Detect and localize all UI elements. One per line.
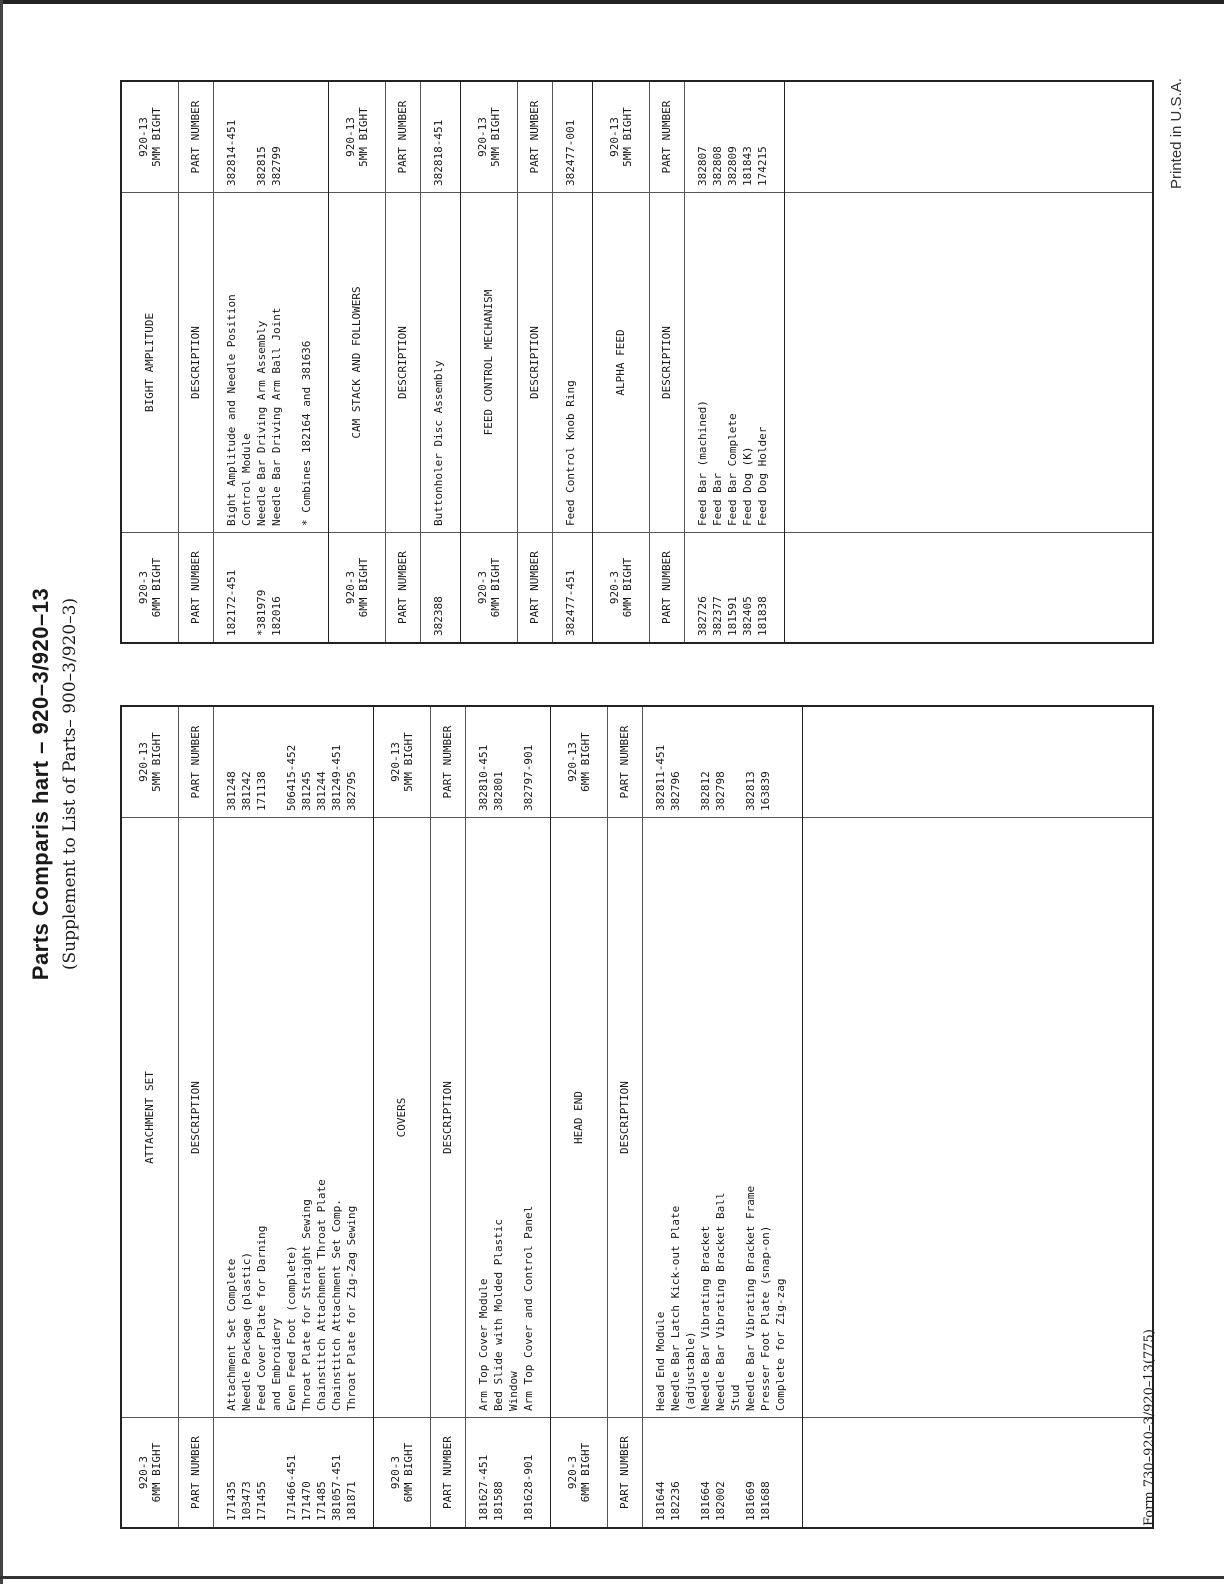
part-description: Arm Top Cover and Control Panel <box>522 1205 535 1411</box>
right-model-header: 920-13 5MM BIGHT <box>136 732 163 792</box>
part-description: Buttonholer Disc Assembly <box>432 360 445 526</box>
new-part-number: 381245 <box>300 771 313 811</box>
column-header-row <box>608 707 643 1527</box>
table-filler <box>803 707 1152 1527</box>
descriptions <box>421 192 460 532</box>
column-header-row <box>386 82 421 642</box>
old-part-number: 103473 <box>240 1481 253 1521</box>
left-parts-table <box>120 705 1154 1529</box>
old-part-number: 181664 <box>699 1481 712 1521</box>
part-number-header: PART NUMBER <box>386 532 420 642</box>
new-part-number: 382477-001 <box>564 119 577 186</box>
part-description: Needle Bar Vibrating Bracket <box>699 1225 712 1411</box>
right-model-header: 920-13 5MM BIGHT <box>607 107 634 167</box>
new-part-numbers <box>643 707 802 817</box>
description-header: DESCRIPTION <box>179 817 213 1417</box>
new-part-number <box>506 713 521 811</box>
new-part-numbers <box>466 707 550 817</box>
new-part-number <box>683 713 698 811</box>
left-model-header: 920-3 6MM BIGHT <box>329 532 385 642</box>
old-part-number: 171485 <box>315 1481 328 1521</box>
old-part-number: 181669 <box>744 1481 757 1521</box>
old-part-number: 181838 <box>756 596 769 636</box>
part-description: Needle Bar Vibrating Bracket Ball <box>714 1192 727 1411</box>
left-model-header: 920-3 6MM BIGHT <box>122 532 178 642</box>
column-header-row <box>650 82 685 642</box>
new-part-number <box>773 713 788 811</box>
part-description: Feed Dog (K) <box>741 446 754 526</box>
section-title: ATTACHMENT SET <box>122 817 178 1417</box>
new-part-number: 382798 <box>714 771 727 811</box>
part-description: Needle Package (plastic) <box>240 1252 253 1411</box>
old-part-number: 181627-451 <box>477 1454 490 1521</box>
description-header: DESCRIPTION <box>650 192 684 532</box>
column-header-row <box>179 82 214 642</box>
old-part-number: 382377 <box>711 596 724 636</box>
old-part-number <box>683 1424 698 1521</box>
part-description: Chainstitch Attachment Throat Plate <box>315 1179 328 1411</box>
new-part-number: 381242 <box>240 771 253 811</box>
old-part-number: 382477-451 <box>564 569 577 636</box>
descriptions <box>685 192 784 532</box>
old-part-numbers <box>685 532 784 642</box>
part-description: Attachment Set Complete <box>225 1258 238 1411</box>
descriptions <box>643 817 802 1417</box>
old-part-number <box>773 1424 788 1521</box>
part-description: Feed Dog Holder <box>756 426 769 526</box>
right-parts-table <box>120 80 1154 644</box>
new-part-numbers <box>421 82 460 192</box>
section-body <box>214 707 373 1527</box>
left-model-header: 920-3 6MM BIGHT <box>374 1417 430 1527</box>
part-number-header: PART NUMBER <box>179 1417 213 1527</box>
descriptions <box>466 817 550 1417</box>
part-description: and Embroidery <box>270 1318 283 1411</box>
left_sections-section <box>551 707 803 1527</box>
part-description: Head End Module <box>654 1311 667 1411</box>
new-part-number: 171138 <box>255 771 268 811</box>
old-part-numbers <box>553 532 592 642</box>
description-header: DESCRIPTION <box>179 192 213 532</box>
new-part-number: 382815 <box>255 146 268 186</box>
old-part-number: 171455 <box>255 1481 268 1521</box>
left_sections-section <box>122 707 374 1527</box>
left_sections-section <box>374 707 551 1527</box>
old-part-number: 171435 <box>225 1481 238 1521</box>
column-header-row <box>431 707 466 1527</box>
part-number-header: PART NUMBER <box>518 532 552 642</box>
part-description: * Combines 182164 and 381636 <box>300 340 313 526</box>
old-part-number <box>506 1424 521 1521</box>
descriptions <box>214 192 328 532</box>
part-description: Presser Foot Plate (snap-on) <box>759 1225 772 1411</box>
part-description: Feed Bar (machined) <box>696 400 709 526</box>
new-part-number: 382796 <box>669 771 682 811</box>
description-header: DESCRIPTION <box>431 817 465 1417</box>
new-part-number: 382795 <box>345 771 358 811</box>
section-title-row <box>122 707 179 1527</box>
description-header: DESCRIPTION <box>608 817 642 1417</box>
new-part-number: 174215 <box>756 146 769 186</box>
part-description: Window <box>507 1371 520 1411</box>
section-title-row <box>593 82 650 642</box>
part-description: Throat Plate for Zig-Zag Sewing <box>345 1205 358 1411</box>
section-title-row <box>374 707 431 1527</box>
column-header-row <box>518 82 553 642</box>
part-description: Needle Bar Driving Arm Ball Joint <box>270 307 283 526</box>
old-part-number <box>269 1424 284 1521</box>
column-header-row <box>179 707 214 1527</box>
filler-col <box>785 532 1152 642</box>
right-model-header: 920-13 5MM BIGHT <box>136 107 163 167</box>
part-description: Stud <box>729 1384 742 1411</box>
section-body <box>685 82 784 642</box>
part-number-header: PART NUMBER <box>189 100 203 174</box>
old-part-numbers <box>214 1417 373 1527</box>
part-number-header: PART NUMBER <box>189 725 203 799</box>
part-description: Feed Cover Plate for Darning <box>255 1225 268 1411</box>
part-number-header: PART NUMBER <box>528 100 542 174</box>
new-part-numbers <box>214 82 328 192</box>
part-description: Arm Top Cover Module <box>477 1278 490 1411</box>
part-description: Complete for Zig-zag <box>774 1278 787 1411</box>
old-part-number: 181588 <box>492 1481 505 1521</box>
new-part-number: 381249-451 <box>330 744 343 811</box>
part-description: Bed Slide with Molded Plastic <box>492 1218 505 1411</box>
old-part-number: 181871 <box>345 1481 358 1521</box>
new-part-numbers <box>553 82 592 192</box>
part-description: Feed Bar Complete <box>726 413 739 526</box>
descriptions <box>214 817 373 1417</box>
new-part-numbers <box>214 707 373 817</box>
right_sections-section <box>461 82 593 642</box>
section-title: BIGHT AMPLITUDE <box>122 192 178 532</box>
section-body <box>466 707 550 1527</box>
page-title: Parts Comparis hart – 920–3/920–13 <box>28 587 53 981</box>
printed-in-usa: Printed in U.S.A. <box>1168 78 1185 189</box>
section-title: ALPHA FEED <box>593 192 649 532</box>
new-part-number: 163839 <box>759 771 772 811</box>
left-model-header: 920-3 6MM BIGHT <box>593 532 649 642</box>
part-number-header: PART NUMBER <box>608 1417 642 1527</box>
old-part-number <box>299 539 314 636</box>
old-part-number: 182002 <box>714 1481 727 1521</box>
part-description: Even Feed Foot (complete) <box>285 1245 298 1411</box>
part-number-header: PART NUMBER <box>650 532 684 642</box>
new-part-number: 382818-451 <box>432 119 445 186</box>
part-number-header: PART NUMBER <box>618 725 632 799</box>
left-model-header: 920-3 6MM BIGHT <box>122 1417 178 1527</box>
section-body <box>421 82 460 642</box>
part-description: Chainstitch Attachment Set Comp. <box>330 1199 343 1411</box>
old-part-number: 382405 <box>741 596 754 636</box>
old-part-number: 181644 <box>654 1481 667 1521</box>
new-part-number <box>269 713 284 811</box>
right-model-header: 920-13 6MM BIGHT <box>565 732 592 792</box>
new-part-number: 382808 <box>711 146 724 186</box>
description-header: DESCRIPTION <box>386 192 420 532</box>
new-part-number: 382797-901 <box>522 744 535 811</box>
section-title-row <box>461 82 518 642</box>
filler-col <box>785 82 1152 192</box>
right-model-header: 920-13 5MM BIGHT <box>388 732 415 792</box>
new-part-number: 181843 <box>741 146 754 186</box>
part-description: Needle Bar Latch Kick-out Plate <box>669 1205 682 1411</box>
filler-col <box>803 707 1152 817</box>
old-part-numbers <box>214 532 328 642</box>
old-part-numbers <box>466 1417 550 1527</box>
section-body <box>643 707 802 1527</box>
part-description: Throat Plate for Straight Sewing <box>300 1199 313 1411</box>
filler-col <box>803 817 1152 1417</box>
part-number-header: PART NUMBER <box>441 725 455 799</box>
part-description: (adjustable) <box>684 1331 697 1411</box>
old-part-number: 182236 <box>669 1481 682 1521</box>
new-part-number <box>728 713 743 811</box>
filler-col <box>803 1417 1152 1527</box>
section-title-row <box>551 707 608 1527</box>
old-part-number: 171470 <box>300 1481 313 1521</box>
old-part-number: 181688 <box>759 1481 772 1521</box>
table-filler <box>785 82 1152 642</box>
new-part-number: 382809 <box>726 146 739 186</box>
new-part-number: 506415-452 <box>285 744 298 811</box>
right-model-header: 920-13 5MM BIGHT <box>475 107 502 167</box>
old-part-number <box>239 539 254 636</box>
new-part-numbers <box>685 82 784 192</box>
right_sections-section <box>122 82 329 642</box>
part-number-header: PART NUMBER <box>179 532 213 642</box>
left-model-header: 920-3 6MM BIGHT <box>461 532 517 642</box>
new-part-number: 382812 <box>699 771 712 811</box>
filler-col <box>785 192 1152 532</box>
section-title: CAM STACK AND FOLLOWERS <box>329 192 385 532</box>
part-description: Feed Bar <box>711 473 724 526</box>
old-part-numbers <box>643 1417 802 1527</box>
new-part-number: 382811-451 <box>654 744 667 811</box>
section-title-row <box>122 82 179 642</box>
old-part-number: 381057-451 <box>330 1454 343 1521</box>
section-title-row <box>329 82 386 642</box>
old-part-number: 382388 <box>432 596 445 636</box>
new-part-number <box>284 88 299 186</box>
section-body <box>553 82 592 642</box>
old-part-number: 181591 <box>726 596 739 636</box>
old-part-number: *381979 <box>255 589 268 636</box>
part-description: Needle Bar Driving Arm Assembly <box>255 320 268 526</box>
part-number-header: PART NUMBER <box>431 1417 465 1527</box>
left-model-header: 920-3 6MM BIGHT <box>551 1417 607 1527</box>
part-description: Needle Bar Vibrating Bracket Frame <box>744 1185 757 1411</box>
new-part-number: 381244 <box>315 771 328 811</box>
part-description <box>284 199 299 526</box>
part-description: Control Module <box>240 433 253 526</box>
descriptions <box>553 192 592 532</box>
form-number: Form 730–920–3/920–13(775) <box>1142 1329 1157 1526</box>
new-part-number: 381248 <box>225 771 238 811</box>
new-part-number: 382810-451 <box>477 744 490 811</box>
old-part-number <box>728 1424 743 1521</box>
right_sections-section <box>593 82 785 642</box>
old-part-numbers <box>421 532 460 642</box>
new-part-number: 382813 <box>744 771 757 811</box>
part-description: Bight Amplitude and Needle Position <box>225 294 238 526</box>
part-number-header: PART NUMBER <box>660 100 674 174</box>
new-part-number: 382814-451 <box>225 119 238 186</box>
description-header: DESCRIPTION <box>518 192 552 532</box>
section-title: COVERS <box>374 817 430 1417</box>
new-part-number: 382807 <box>696 146 709 186</box>
old-part-number: 182172-451 <box>225 569 238 636</box>
old-part-number: 182016 <box>270 596 283 636</box>
section-title: FEED CONTROL MECHANISM <box>461 192 517 532</box>
part-description: Feed Control Knob Ring <box>564 380 577 526</box>
old-part-number: 382726 <box>696 596 709 636</box>
section-title: HEAD END <box>551 817 607 1417</box>
old-part-number <box>284 539 299 636</box>
new-part-number <box>239 88 254 186</box>
old-part-number: 181628-901 <box>522 1454 535 1521</box>
new-part-number <box>299 88 314 186</box>
new-part-number: 382799 <box>270 146 283 186</box>
part-number-header: PART NUMBER <box>396 100 410 174</box>
right-model-header: 920-13 5MM BIGHT <box>343 107 370 167</box>
section-body <box>214 82 328 642</box>
right_sections-section <box>329 82 461 642</box>
new-part-number: 382801 <box>492 771 505 811</box>
old-part-number: 171466-451 <box>285 1454 298 1521</box>
page-subtitle: (Supplement to List of Parts– 900–3/920–3) <box>60 597 80 971</box>
